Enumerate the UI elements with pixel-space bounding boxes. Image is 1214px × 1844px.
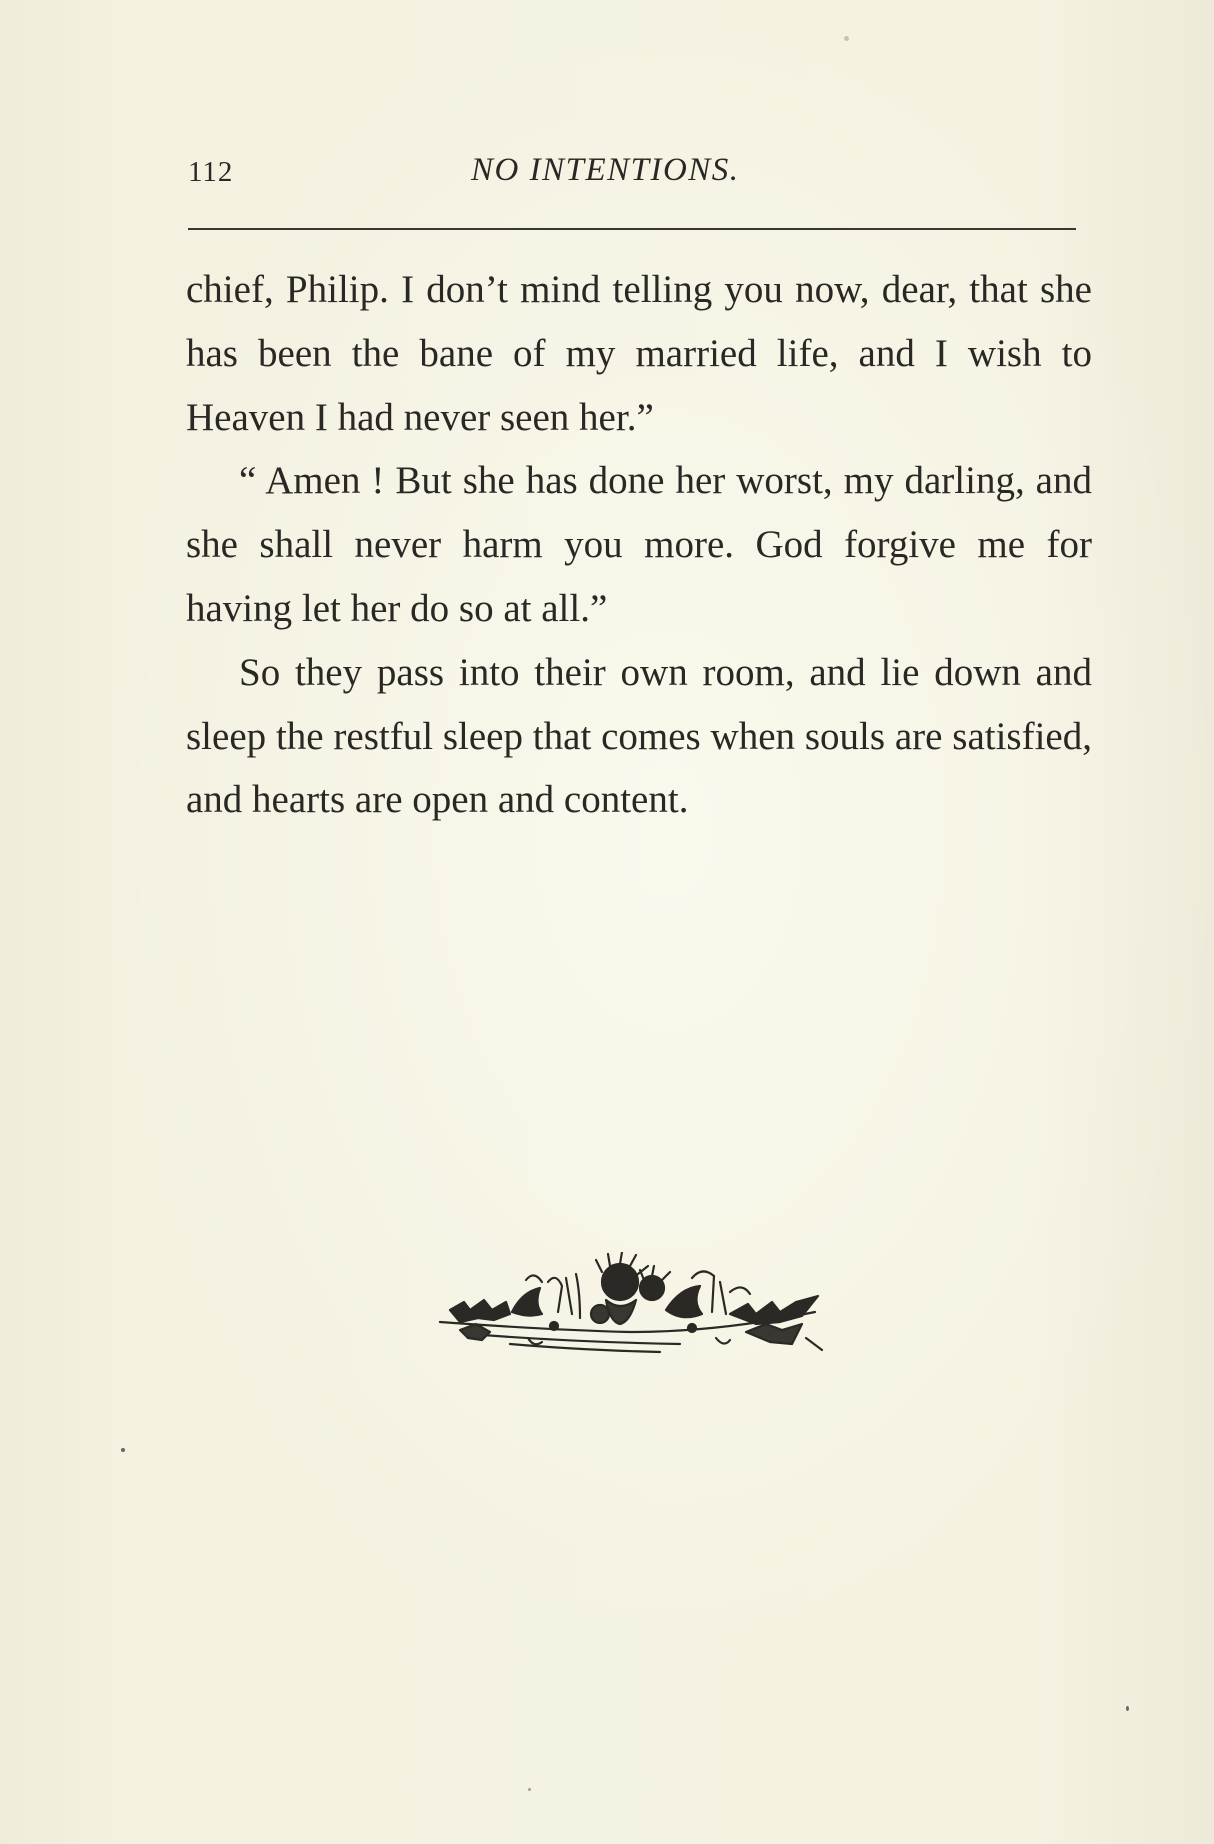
body-text	[186, 258, 1092, 832]
paper-speck	[121, 1448, 125, 1452]
paper-speck	[1126, 1706, 1129, 1711]
paper-speck	[528, 1788, 531, 1791]
running-head	[188, 152, 1076, 192]
header-rule	[188, 228, 1076, 230]
paper-speck	[844, 36, 849, 41]
page-number: 112	[188, 156, 234, 188]
running-title: NO INTENTIONS.	[471, 152, 740, 188]
thistle-holly-tailpiece-icon	[430, 1252, 830, 1356]
paragraph-closing: So they pass into their own room, and lie down and sleep the restful sleep that comes when souls are satisfied, and hearts are open and content.	[186, 650, 1092, 822]
paragraph-amen: “ Amen ! But she has done her worst, my darling, and she shall never harm you more. God forgive me for having let her do so at all.”	[186, 459, 1092, 630]
paragraph-continuation: chief, Philip. I don’t mind telling you now, dear, that she has been the bane of my married life, and I wish to Heaven I had never seen her.”	[186, 268, 1092, 439]
